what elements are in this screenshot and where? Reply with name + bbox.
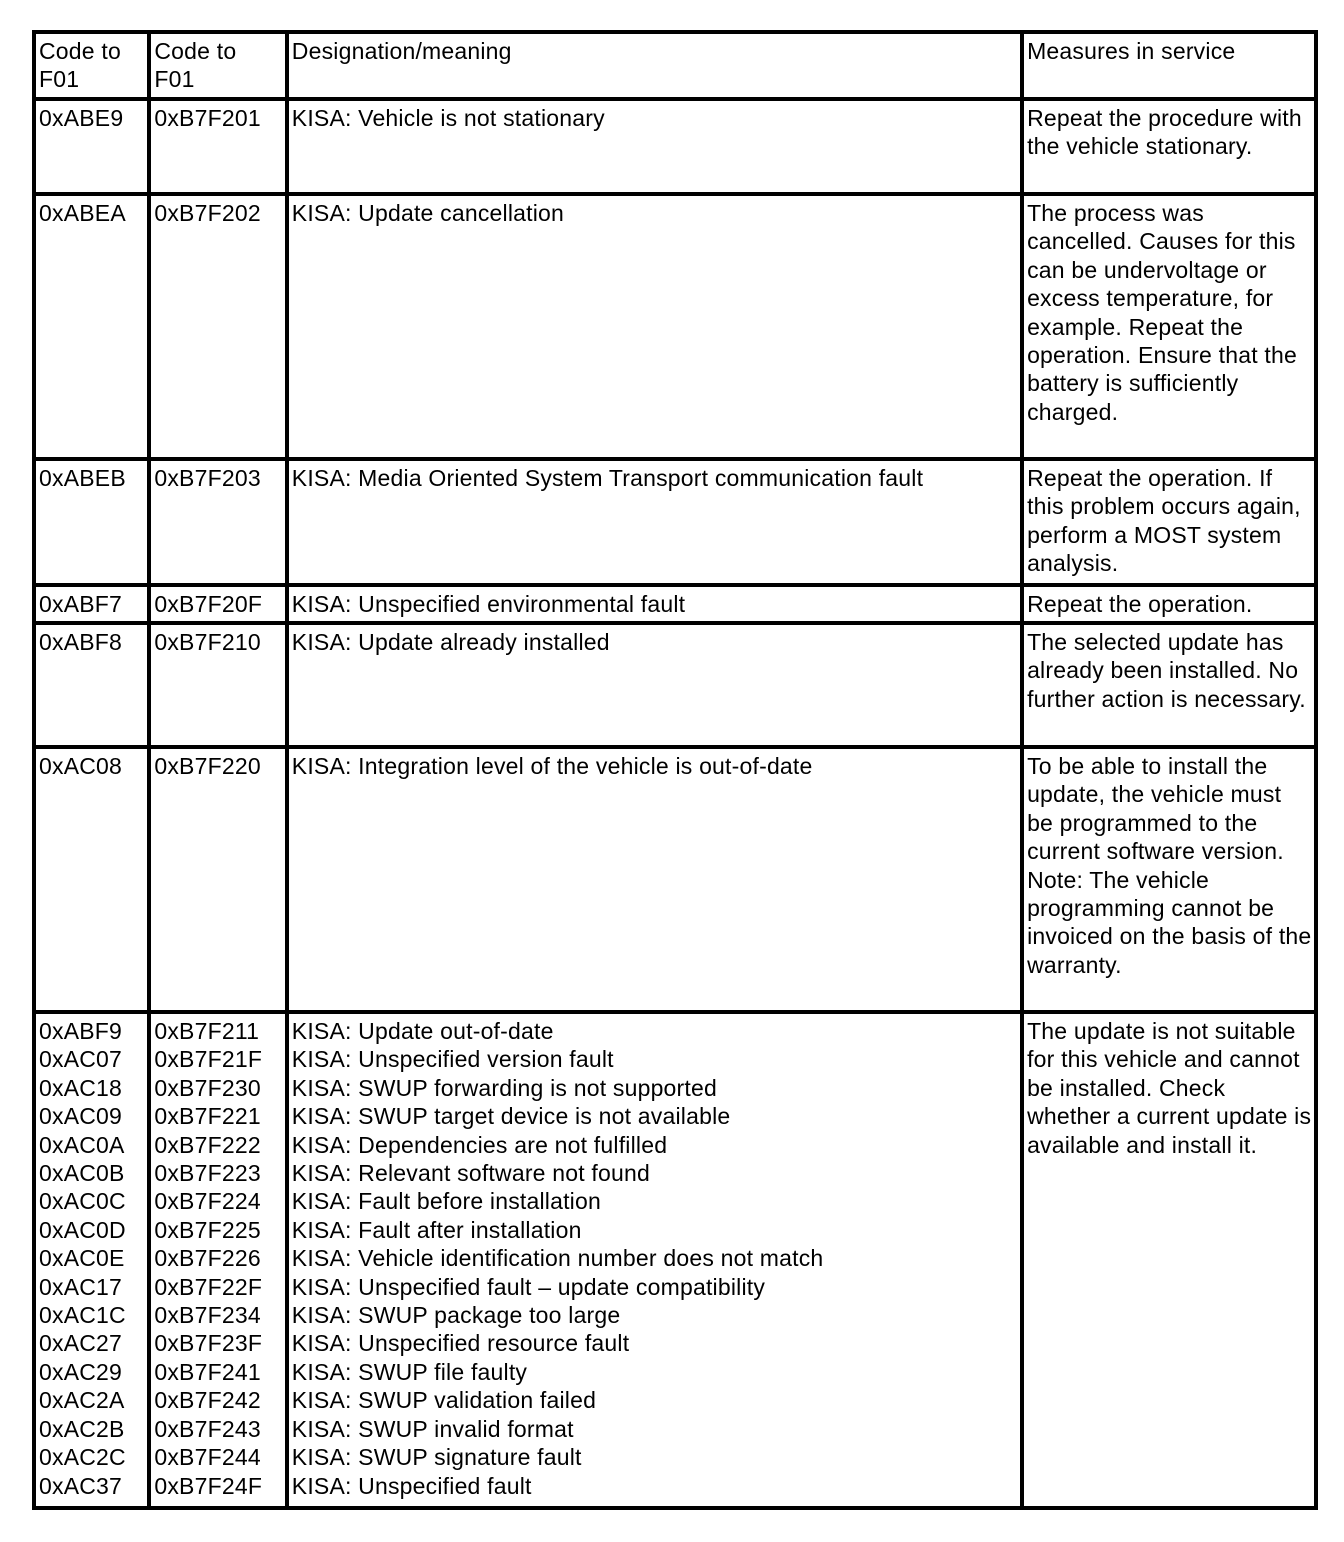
designation-cell (287, 1012, 1022, 1508)
code-f01-a-cell-entry: 0xAC17 (39, 1273, 123, 1300)
measures-text: The update is not suitable for this vehicle and cannot be installed. Check whether a current update is available and install it. (1027, 1018, 1312, 1158)
table-row (34, 747, 1316, 1012)
designation-cell-entry: KISA: SWUP package too large (291, 1302, 621, 1329)
code-f01-b-cell-entry: 0xB7F221 (154, 1103, 261, 1130)
table-row (34, 459, 1316, 585)
code-f01-a-cell (34, 459, 149, 585)
designation-cell-entry: KISA: SWUP forwarding is not supported (291, 1074, 717, 1101)
measures-cell (1022, 747, 1316, 1012)
designation-cell-entry: KISA: SWUP target device is not available (291, 1103, 731, 1130)
code-f01-a-cell (34, 1012, 149, 1508)
code-f01-b-cell-entry: 0xB7F202 (154, 200, 261, 226)
code-f01-a-cell-entry: 0xAC0B (39, 1160, 125, 1187)
code-f01-b-cell-entry: 0xB7F222 (154, 1131, 261, 1158)
code-f01-a-cell-entry: 0xAC1C (39, 1302, 126, 1329)
table-row (34, 194, 1316, 459)
code-f01-b-cell (149, 194, 286, 459)
header-measures: Measures in service (1022, 32, 1316, 99)
code-f01-a-cell-entry: 0xABF9 (39, 1018, 123, 1044)
designation-cell (287, 585, 1022, 623)
code-f01-b-cell (149, 585, 286, 623)
code-f01-b-cell-entry: 0xB7F224 (154, 1188, 261, 1215)
measures-note: Note: The vehicle programming cannot be invoiced on the basis of the warranty. (1027, 866, 1312, 978)
code-f01-b-cell-entry: 0xB7F21F (154, 1046, 263, 1073)
measures-cell (1022, 459, 1316, 585)
code-f01-b-cell-entry: 0xB7F234 (154, 1302, 261, 1329)
designation-cell-entry: KISA: Fault after installation (291, 1216, 582, 1243)
measures-text: The process was cancelled. Causes for this can be undervoltage or excess temperature, for example. Repeat the operation. Ensure that the battery is sufficiently charged. (1027, 200, 1297, 425)
code-f01-a-cell-entry: 0xAC29 (39, 1358, 123, 1385)
code-f01-a-cell (34, 623, 149, 747)
designation-cell-entry: KISA: SWUP signature fault (291, 1444, 582, 1471)
measures-text: Repeat the operation. If this problem occurs again, perform a MOST system analysis. (1027, 465, 1301, 577)
measures-cell (1022, 194, 1316, 459)
measures-text: Repeat the operation. (1027, 591, 1253, 617)
code-f01-a-cell-entry: 0xAC2C (39, 1444, 126, 1471)
measures-cell (1022, 585, 1316, 623)
code-f01-a-cell-entry: 0xAC09 (39, 1103, 123, 1130)
code-f01-a-cell-entry: 0xAC0E (39, 1245, 125, 1272)
designation-cell-entry: KISA: Update already installed (291, 629, 610, 655)
header-code-f01-a: Code to F01 (34, 32, 149, 99)
designation-cell-entry: KISA: Integration level of the vehicle is out-of-date (291, 753, 813, 779)
header-designation: Designation/meaning (287, 32, 1022, 99)
code-f01-a-cell (34, 585, 149, 623)
code-f01-b-cell-entry: 0xB7F226 (154, 1245, 261, 1272)
designation-cell-entry: KISA: SWUP invalid format (291, 1415, 574, 1442)
designation-cell-entry: KISA: Relevant software not found (291, 1160, 650, 1187)
table-row (34, 1012, 1316, 1508)
code-f01-b-cell-entry: 0xB7F24F (154, 1472, 263, 1499)
designation-cell (287, 747, 1022, 1012)
code-f01-b-cell-entry: 0xB7F23F (154, 1330, 263, 1357)
measures-text: Repeat the procedure with the vehicle stationary. (1027, 105, 1302, 160)
code-f01-a-cell-entry: 0xABF7 (39, 591, 123, 617)
code-f01-b-cell-entry: 0xB7F211 (154, 1018, 260, 1044)
measures-cell (1022, 99, 1316, 194)
code-f01-a-cell-entry: 0xAC08 (39, 753, 123, 779)
table-row (34, 99, 1316, 194)
code-f01-a-cell-entry: 0xABEA (39, 200, 126, 226)
code-f01-b-cell-entry: 0xB7F242 (154, 1387, 261, 1414)
designation-cell (287, 459, 1022, 585)
code-f01-a-cell (34, 194, 149, 459)
code-f01-b-cell-entry: 0xB7F20F (154, 591, 263, 617)
code-f01-a-cell-entry: 0xABF8 (39, 629, 123, 655)
code-f01-b-cell-entry: 0xB7F201 (154, 105, 261, 131)
code-f01-b-cell-entry: 0xB7F220 (154, 753, 261, 779)
code-f01-b-cell-entry: 0xB7F223 (154, 1160, 261, 1187)
measures-cell (1022, 623, 1316, 747)
designation-cell-entry: KISA: Media Oriented System Transport communication fault (291, 465, 924, 491)
designation-cell-entry: KISA: Unspecified fault (291, 1472, 532, 1499)
measures-text: To be able to install the update, the vehicle must be programmed to the current software version. (1027, 753, 1284, 865)
designation-cell-entry: KISA: Unspecified environmental fault (291, 591, 686, 617)
designation-cell-entry: KISA: Unspecified version fault (291, 1046, 614, 1073)
designation-cell-entry: KISA: SWUP validation failed (291, 1387, 597, 1414)
code-f01-a-cell (34, 747, 149, 1012)
code-f01-b-cell-entry: 0xB7F22F (154, 1273, 263, 1300)
code-f01-a-cell-entry: 0xAC27 (39, 1330, 123, 1357)
code-f01-b-cell-entry: 0xB7F241 (154, 1358, 261, 1385)
designation-cell (287, 99, 1022, 194)
code-f01-a-cell-entry: 0xAC07 (39, 1046, 123, 1073)
designation-cell-entry: KISA: SWUP file faulty (291, 1358, 528, 1385)
code-f01-b-cell-entry: 0xB7F244 (154, 1444, 261, 1471)
code-f01-b-cell (149, 1012, 286, 1508)
code-f01-a-cell-entry: 0xAC18 (39, 1074, 123, 1101)
designation-cell-entry: KISA: Unspecified resource fault (291, 1330, 630, 1357)
code-f01-a-cell-entry: 0xABE9 (39, 105, 124, 131)
measures-text: The selected update has already been installed. No further action is necessary. (1027, 629, 1306, 712)
designation-cell-entry: KISA: Vehicle is not stationary (291, 105, 605, 131)
designation-cell-entry: KISA: Fault before installation (291, 1188, 601, 1215)
designation-cell-entry: KISA: Update cancellation (291, 200, 564, 226)
code-f01-b-cell-entry: 0xB7F243 (154, 1415, 261, 1442)
code-f01-b-cell-entry: 0xB7F225 (154, 1216, 261, 1243)
code-f01-a-cell (34, 99, 149, 194)
fault-code-table (32, 30, 1318, 1510)
code-f01-a-cell-entry: 0xAC2B (39, 1415, 125, 1442)
table-row (34, 623, 1316, 747)
code-f01-a-cell-entry: 0xAC0A (39, 1131, 125, 1158)
code-f01-a-cell-entry: 0xAC0C (39, 1188, 126, 1215)
code-f01-a-cell-entry: 0xABEB (39, 465, 126, 491)
code-f01-a-cell-entry: 0xAC0D (39, 1216, 126, 1243)
header-code-f01-b: Code to F01 (149, 32, 286, 99)
code-f01-b-cell (149, 623, 286, 747)
code-f01-b-cell (149, 747, 286, 1012)
code-f01-a-cell-entry: 0xAC2A (39, 1387, 125, 1414)
measures-cell (1022, 1012, 1316, 1508)
table-row (34, 585, 1316, 623)
table-header-row (34, 32, 1316, 99)
designation-cell-entry: KISA: Dependencies are not fulfilled (291, 1131, 668, 1158)
code-f01-b-cell-entry: 0xB7F203 (154, 465, 261, 491)
designation-cell (287, 623, 1022, 747)
designation-cell-entry: KISA: Vehicle identification number does not match (291, 1245, 824, 1272)
code-f01-b-cell (149, 99, 286, 194)
designation-cell-entry: KISA: Unspecified fault – update compatibility (291, 1273, 766, 1300)
designation-cell-entry: KISA: Update out-of-date (291, 1018, 554, 1044)
code-f01-a-cell-entry: 0xAC37 (39, 1472, 123, 1499)
code-f01-b-cell-entry: 0xB7F230 (154, 1074, 261, 1101)
code-f01-b-cell-entry: 0xB7F210 (154, 629, 261, 655)
code-f01-b-cell (149, 459, 286, 585)
designation-cell (287, 194, 1022, 459)
